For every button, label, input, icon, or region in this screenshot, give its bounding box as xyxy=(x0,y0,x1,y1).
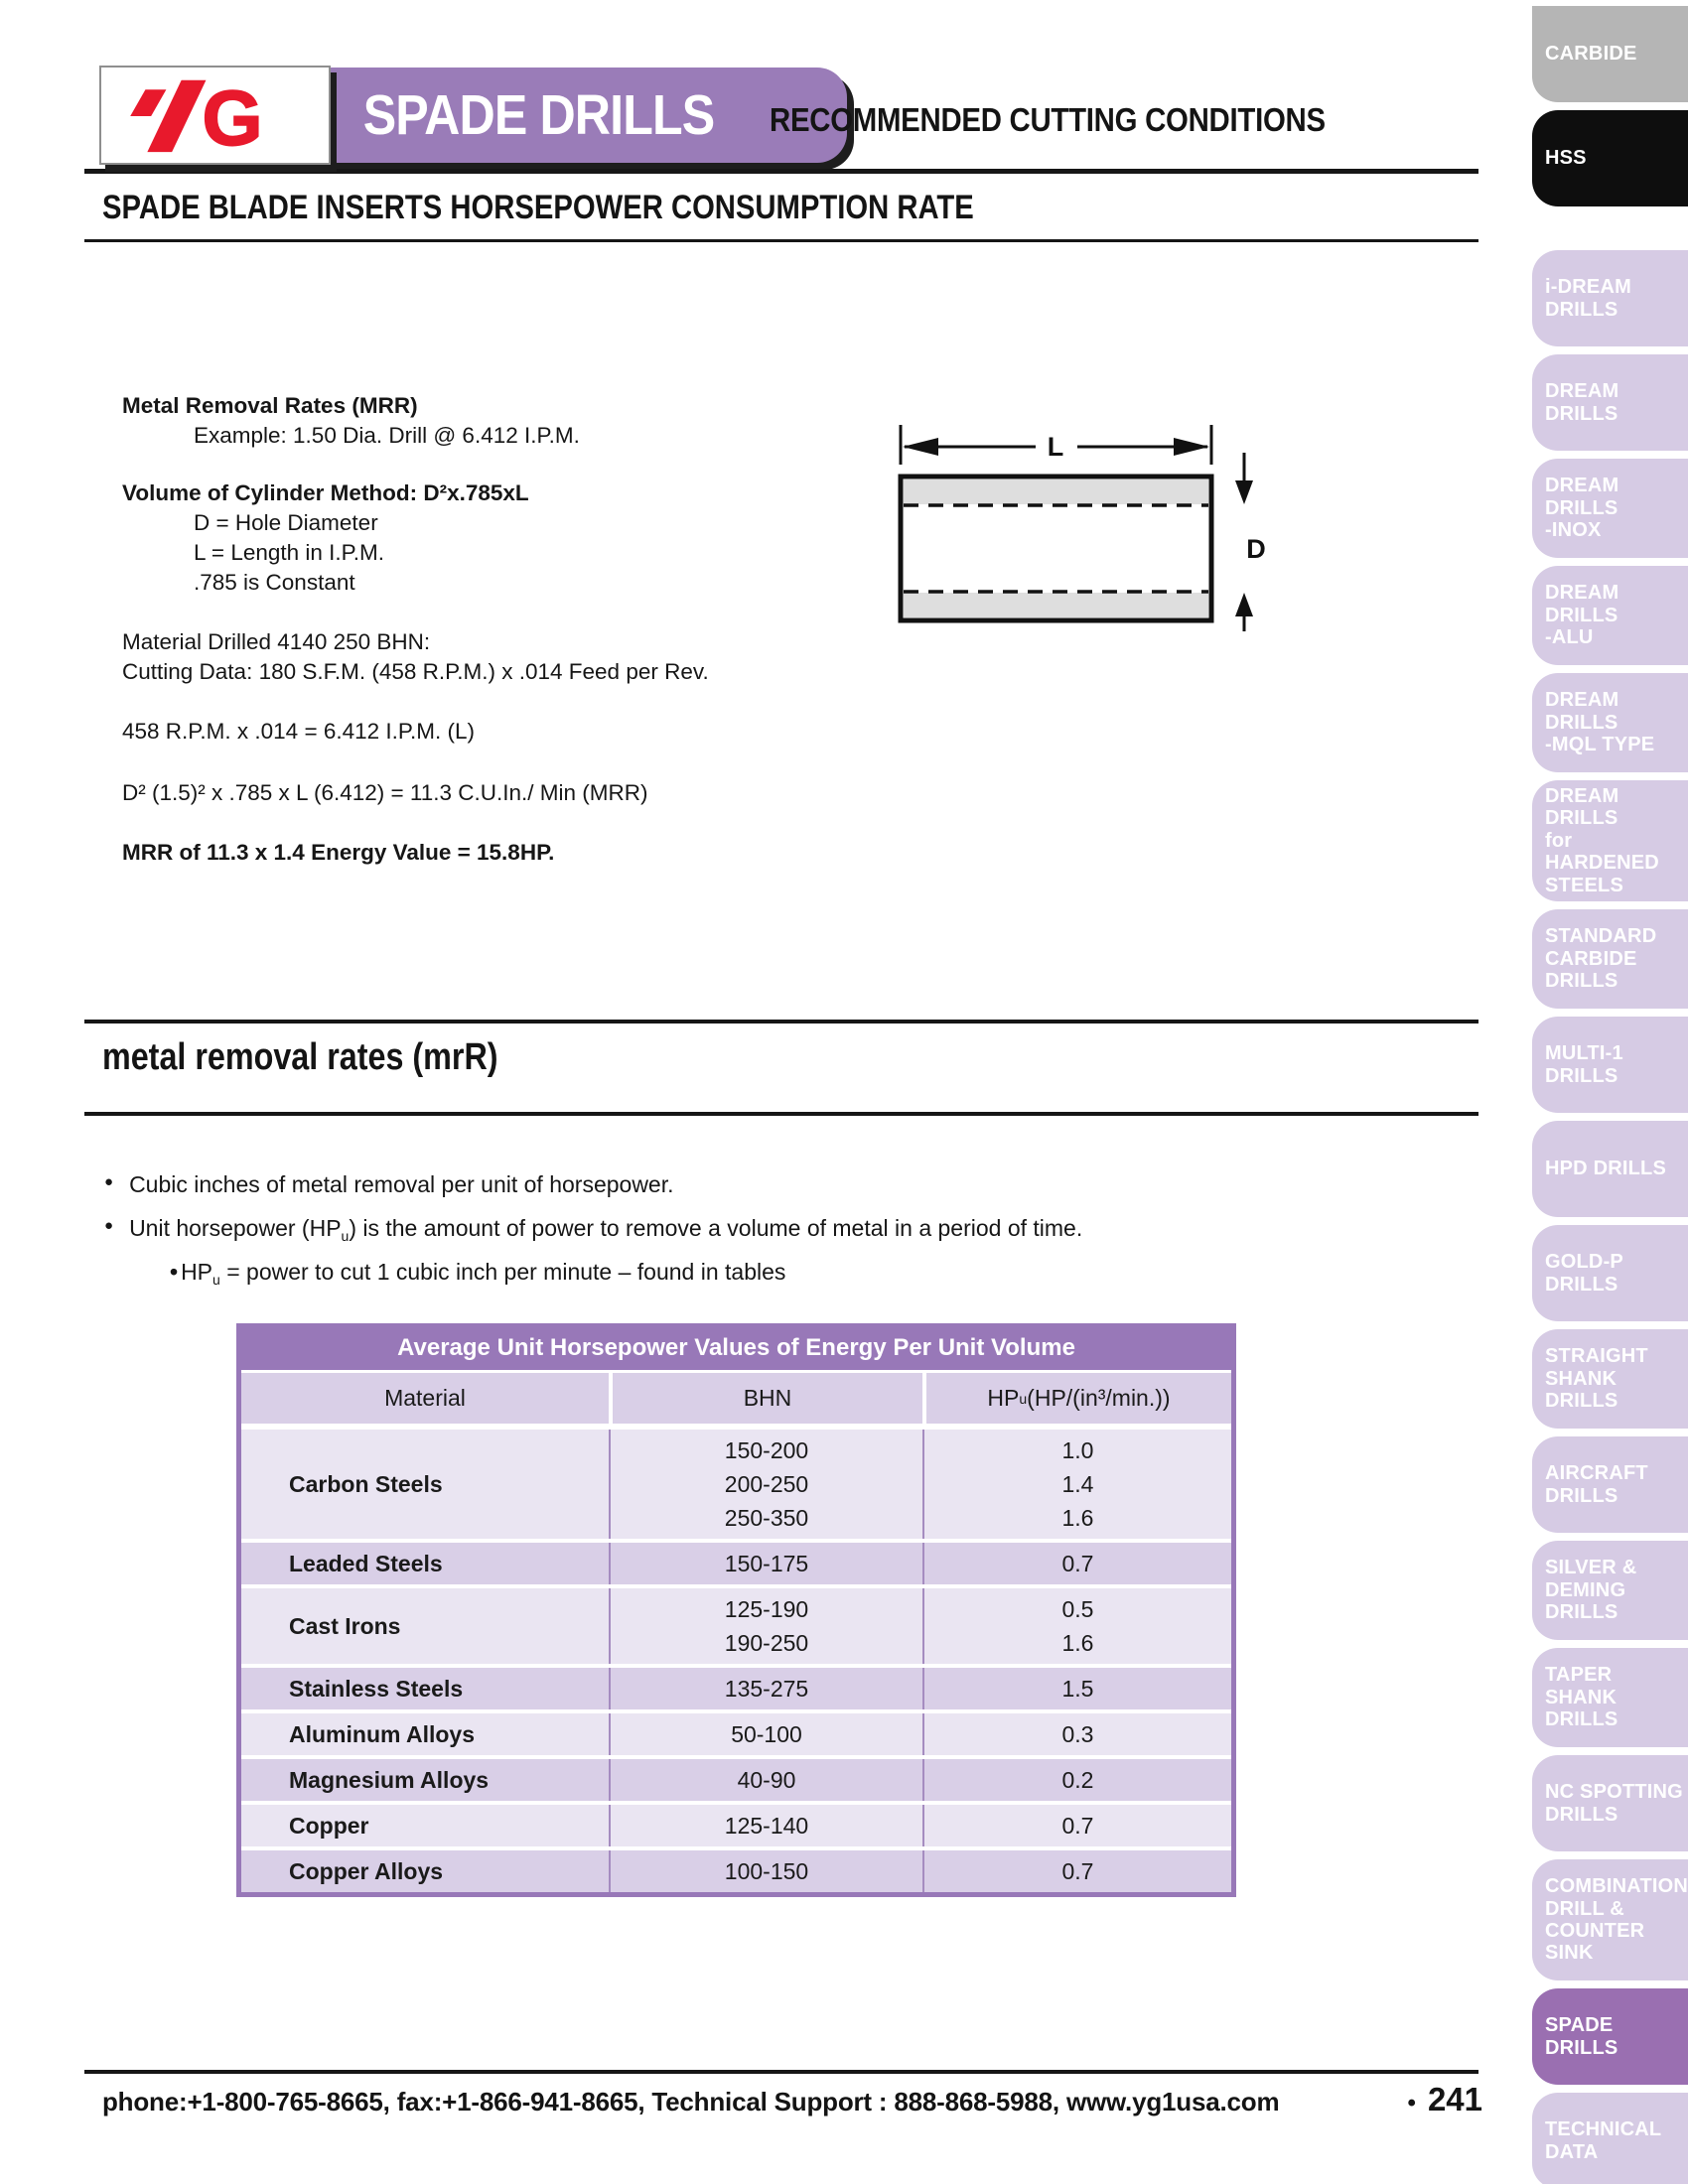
table-row xyxy=(241,1588,1231,1668)
sidebar-item-label: DREAM DRILLS xyxy=(1545,380,1619,425)
sidebar-item-label: TAPER SHANK DRILLS xyxy=(1545,1664,1618,1731)
sidebar-item-label: i-DREAM DRILLS xyxy=(1545,276,1631,321)
sidebar-item-label: COMBINATION DRILL & COUNTER SINK xyxy=(1545,1875,1688,1965)
sidebar-item-technical-data[interactable] xyxy=(1532,2093,1688,2184)
cell-material: Carbon Steels xyxy=(289,1471,443,1497)
cell-bhn: 135-275 xyxy=(609,1668,922,1709)
bullet-text: $HP_u$ = power to cut 1 cubic inch per minute – found in tables xyxy=(181,1259,786,1288)
product-banner-label: SPADE DRILLS xyxy=(362,83,715,147)
table-header-row xyxy=(241,1373,1231,1430)
column-header-material: Material xyxy=(384,1385,466,1411)
footer-contact-info: phone:+1-800-765-8665, fax:+1-866-941-8665, Technical Support : 888-868-5988, www.yg1usa.com xyxy=(102,2087,1280,2116)
bullet-icon: • xyxy=(170,1259,179,1285)
sidebar-item-label: STANDARD CARBIDE DRILLS xyxy=(1545,925,1657,993)
method-lines xyxy=(122,508,916,598)
cylinder-wall-bottom xyxy=(904,593,1208,617)
sidebar-item-carbide[interactable] xyxy=(1532,6,1688,102)
sidebar-item-dream-drills-inox[interactable] xyxy=(1532,459,1688,558)
list-item xyxy=(104,1171,1296,1198)
bullet-text: Unit horsepower $(HP_u)$ is the amount of power to remove a volume of metal in a period of time. xyxy=(129,1215,1083,1244)
page-title: SPADE BLADE INSERTS HORSEPOWER CONSUMPTION RATE xyxy=(102,189,974,226)
bullet-icon: ● xyxy=(104,1173,114,1190)
sidebar-item-hpd-drills[interactable] xyxy=(1532,1121,1688,1217)
rates-bullet-list xyxy=(104,1171,1296,1286)
method-line: .785 is Constant xyxy=(194,570,355,595)
divider xyxy=(84,2070,1478,2074)
cell-bhn: 125-140 xyxy=(609,1805,922,1846)
sidebar-item-label: CARBIDE xyxy=(1545,43,1637,66)
sidebar-item-label: MULTI-1 DRILLS xyxy=(1545,1042,1623,1087)
sidebar-item-taper-shank-drills[interactable] xyxy=(1532,1648,1688,1747)
calc-mrr-line: D² (1.5)² x .785 x L (6.412) = 11.3 C.U.In./ Min (MRR) xyxy=(122,780,648,805)
mrr-text-block xyxy=(122,391,916,868)
section-title-metal-removal-rates: metal removal rates (mrR) xyxy=(102,1036,498,1078)
table-body xyxy=(241,1430,1231,1892)
sidebar-item-silver-deming-drills[interactable] xyxy=(1532,1541,1688,1640)
page-number: 241 xyxy=(1427,2081,1482,2117)
sidebar-item-standard-carbide-drills[interactable] xyxy=(1532,909,1688,1009)
sidebar-item-straight-shank-drills[interactable] xyxy=(1532,1329,1688,1429)
cell-material: Copper Alloys xyxy=(289,1858,444,1884)
table-row xyxy=(241,1759,1231,1805)
cell-bhn: 125-190 190-250 xyxy=(609,1588,922,1664)
page-footer xyxy=(102,2081,1482,2118)
horsepower-table xyxy=(236,1323,1236,1897)
divider xyxy=(84,1112,1478,1116)
table-row xyxy=(241,1430,1231,1543)
table-row xyxy=(241,1543,1231,1588)
column-header-bhn: BHN xyxy=(609,1373,922,1424)
calc-ipm-line: 458 R.P.M. x .014 = 6.412 I.P.M. (L) xyxy=(122,719,475,744)
cell-material: Copper xyxy=(289,1813,369,1839)
mrr-heading: Metal Removal Rates (MRR) xyxy=(122,393,418,418)
cell-hp: 0.7 xyxy=(922,1543,1231,1584)
diameter-label: D xyxy=(1246,534,1266,564)
cutting-data-line: Cutting Data: 180 S.F.M. (458 R.P.M.) x .014 Feed per Rev. xyxy=(122,659,709,684)
diameter-arrowhead-up xyxy=(1235,593,1253,616)
sidebar-item-label: HPD DRILLS xyxy=(1545,1158,1666,1180)
sidebar-item-label: GOLD-P DRILLS xyxy=(1545,1251,1623,1296)
cell-material: Cast Irons xyxy=(289,1613,401,1639)
cell-hp: 1.5 xyxy=(922,1668,1231,1709)
method-heading: Volume of Cylinder Method: D²x.785xL xyxy=(122,480,529,505)
method-line: D = Hole Diameter xyxy=(194,510,378,535)
brand-logo-box xyxy=(99,66,331,165)
sidebar-item-label: DREAM DRILLS -MQL TYPE xyxy=(1545,689,1655,756)
mrr-example: Example: 1.50 Dia. Drill @ 6.412 I.P.M. xyxy=(194,423,580,448)
cell-bhn: 150-175 xyxy=(609,1543,922,1584)
method-line: L = Length in I.P.M. xyxy=(194,540,385,565)
table-row xyxy=(241,1713,1231,1759)
sidebar-item-label: DREAM DRILLS -INOX xyxy=(1545,475,1619,542)
material-drilled-line: Material Drilled 4140 250 BHN: xyxy=(122,629,431,654)
sidebar-item-dream-drills-mql-type[interactable] xyxy=(1532,673,1688,772)
cylinder-diagram xyxy=(887,423,1294,631)
yg-logo-icon xyxy=(130,74,301,156)
sidebar-item-label: DREAM DRILLS -ALU xyxy=(1545,582,1619,649)
sidebar-item-label: TECHNICAL DATA xyxy=(1545,2118,1662,2163)
sidebar-item-spade-drills[interactable] xyxy=(1532,1988,1688,2085)
sidebar-item-label: DREAM DRILLS for HARDENED STEELS xyxy=(1545,785,1659,896)
sidebar-item-label: SILVER & DEMING DRILLS xyxy=(1545,1557,1637,1624)
table-row xyxy=(241,1668,1231,1713)
cylinder-wall-top xyxy=(904,479,1208,504)
page-header xyxy=(99,66,1489,169)
cell-hp: 1.0 1.4 1.6 xyxy=(922,1430,1231,1539)
cell-bhn: 150-200 200-250 250-350 xyxy=(609,1430,922,1539)
divider xyxy=(84,1020,1478,1024)
logo-letter-g: G xyxy=(202,74,262,156)
cell-material: Magnesium Alloys xyxy=(289,1767,490,1793)
sidebar-item-i-dream-drills[interactable] xyxy=(1532,250,1688,346)
cell-hp: 0.7 xyxy=(922,1850,1231,1892)
sidebar-item-label: NC SPOTTING DRILLS xyxy=(1545,1781,1683,1826)
sidebar-item-aircraft-drills[interactable] xyxy=(1532,1436,1688,1533)
length-label: L xyxy=(1047,432,1064,462)
sidebar-item-multi-1-drills[interactable] xyxy=(1532,1017,1688,1113)
logo-slash-short xyxy=(130,89,166,116)
sidebar-item-hss[interactable] xyxy=(1532,110,1688,206)
mrr-result-line: MRR of 11.3 x 1.4 Energy Value = 15.8HP. xyxy=(122,840,555,865)
sidebar-item-gold-p-drills[interactable] xyxy=(1532,1225,1688,1321)
sidebar-item-label: SPADE DRILLS xyxy=(1545,2014,1618,2059)
sidebar-item-nc-spotting-drills[interactable] xyxy=(1532,1755,1688,1851)
table-row xyxy=(241,1805,1231,1850)
sidebar-item-label: HSS xyxy=(1545,147,1587,170)
bullet-icon: ● xyxy=(104,1217,114,1234)
divider xyxy=(84,239,1478,242)
sidebar-item-dream-drills[interactable] xyxy=(1532,354,1688,451)
length-arrowhead-right xyxy=(1174,438,1209,456)
sidebar-item-combination-drill-counter-sink[interactable] xyxy=(1532,1859,1688,1980)
cell-bhn: 40-90 xyxy=(609,1759,922,1801)
diameter-arrowhead-down xyxy=(1235,480,1253,504)
cell-hp: 0.7 xyxy=(922,1805,1231,1846)
length-arrowhead-left xyxy=(903,438,938,456)
sidebar-item-label: STRAIGHT SHANK DRILLS xyxy=(1545,1345,1648,1413)
column-header-hp: HP u (HP/(in³/min.)) xyxy=(922,1373,1231,1424)
list-item xyxy=(104,1215,1296,1242)
sidebar-item-dream-drills-for-hardened-steels[interactable] xyxy=(1532,780,1688,901)
header-tagline: RECOMMENDED CUTTING CONDITIONS xyxy=(770,101,1326,138)
sidebar xyxy=(1532,0,1688,2184)
cell-material: Stainless Steels xyxy=(289,1676,464,1702)
cell-material: Leaded Steels xyxy=(289,1551,443,1576)
divider xyxy=(84,169,1478,174)
cell-hp: 0.5 1.6 xyxy=(922,1588,1231,1664)
footer-separator-dot: • xyxy=(1407,2090,1416,2116)
table-row xyxy=(241,1850,1231,1892)
sidebar-item-dream-drills-alu[interactable] xyxy=(1532,566,1688,665)
sidebar-item-label: AIRCRAFT DRILLS xyxy=(1545,1462,1648,1507)
bullet-text: Cubic inches of metal removal per unit of horsepower. xyxy=(129,1171,674,1197)
cell-hp: 0.3 xyxy=(922,1713,1231,1755)
list-item xyxy=(170,1259,1296,1286)
cell-bhn: 100-150 xyxy=(609,1850,922,1892)
cell-material: Aluminum Alloys xyxy=(289,1721,475,1747)
cell-bhn: 50-100 xyxy=(609,1713,922,1755)
table-title: Average Unit Horsepower Values of Energy Per Unit Volume xyxy=(241,1323,1231,1373)
cell-hp: 0.2 xyxy=(922,1759,1231,1801)
